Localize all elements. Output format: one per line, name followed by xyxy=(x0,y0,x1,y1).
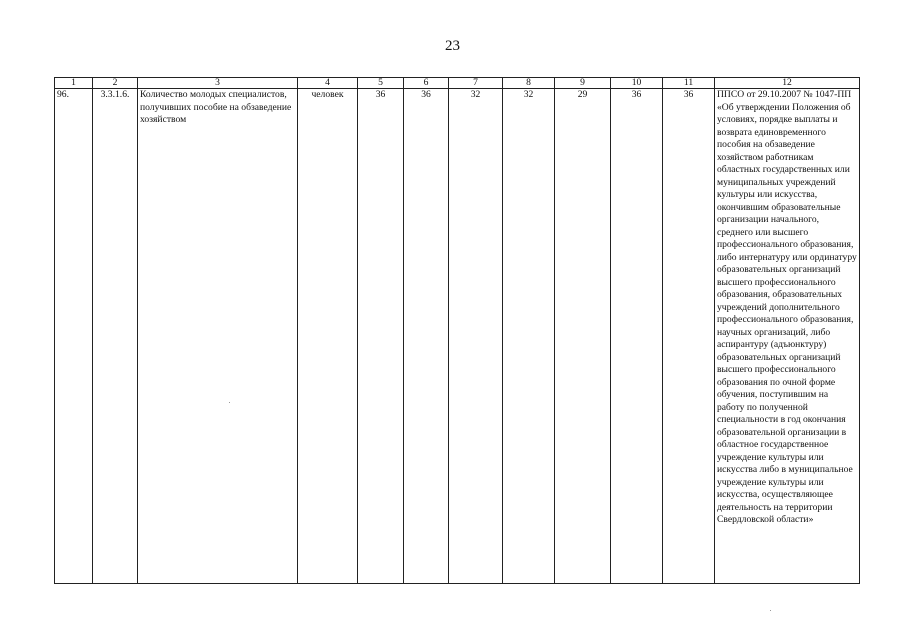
column-header-8: 8 xyxy=(503,78,555,89)
table-header-row xyxy=(55,78,860,89)
row-value-5: 36 xyxy=(358,89,404,584)
column-header-3: 3 xyxy=(138,78,298,89)
row-value-10: 36 xyxy=(611,89,663,584)
column-header-4: 4 xyxy=(298,78,358,89)
scan-speck xyxy=(770,610,771,611)
row-value-9: 29 xyxy=(555,89,611,584)
page-number: 23 xyxy=(445,38,460,54)
column-header-6: 6 xyxy=(404,78,449,89)
column-header-5: 5 xyxy=(358,78,404,89)
column-header-2: 2 xyxy=(93,78,138,89)
row-indicator: Количество молодых специалистов, получивших пособие на обзаведение хозяйством xyxy=(138,89,298,584)
column-header-12: 12 xyxy=(715,78,860,89)
row-value-6: 36 xyxy=(404,89,449,584)
table-row xyxy=(55,89,860,584)
row-legal-basis: ППСО от 29.10.2007 № 1047-ПП «Об утверждении Положения об условиях, порядке выплаты и возврата единовременного пособия на обзаведение хозяйством работникам областных государственных или муниципальных учреждений культуры или искусства, окончившим образовательные организации начального, среднего или высшего профессионального образования, либо интернатуру или ординатуру образовательных организаций высшего профессионального образования, образовательных учреждений дополнительного профессионального образования, научных организаций, либо аспирантуру (адъюнктуру) образовательных организаций высшего профессионального образования по очной форме обучения, поступившим на работу по полученной специальности в год окончания образовательной организации в областное государственное учреждение культуры или искусства либо в муниципальное учреждение культуры или искусства, осуществляющее деятельность на территории Свердловской области» xyxy=(715,89,860,584)
row-number: 96. xyxy=(55,89,93,584)
column-header-1: 1 xyxy=(55,78,93,89)
row-value-11: 36 xyxy=(663,89,715,584)
column-header-11: 11 xyxy=(663,78,715,89)
column-header-7: 7 xyxy=(449,78,503,89)
indicators-table xyxy=(54,77,860,584)
row-value-8: 32 xyxy=(503,89,555,584)
row-value-7: 32 xyxy=(449,89,503,584)
row-unit: человек xyxy=(298,89,358,584)
row-code: 3.3.1.6. xyxy=(93,89,138,584)
scan-speck xyxy=(229,402,230,403)
column-header-9: 9 xyxy=(555,78,611,89)
column-header-10: 10 xyxy=(611,78,663,89)
